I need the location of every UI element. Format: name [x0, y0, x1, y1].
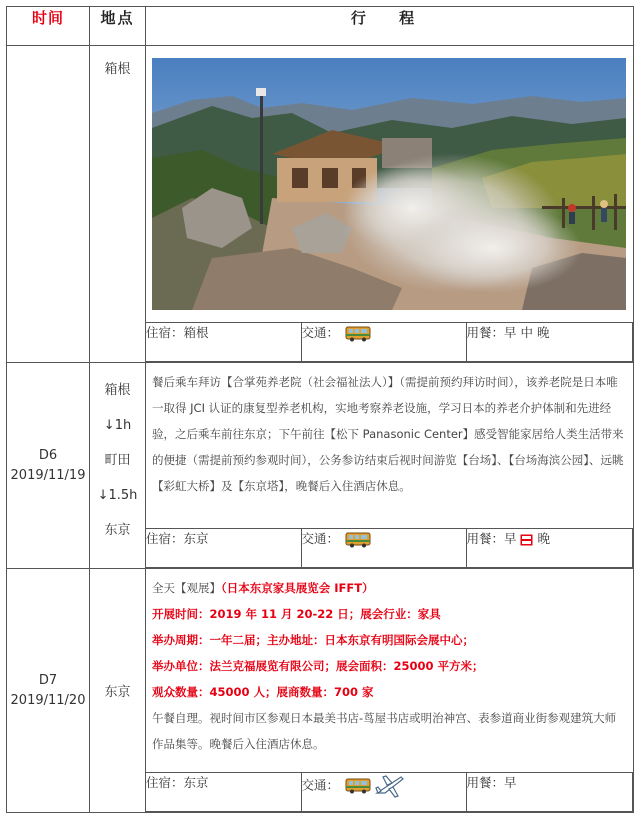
- route-duration: ↓1.5h: [97, 488, 138, 503]
- time-cell-d6: [7, 363, 90, 569]
- stay-label: 住宿：箱根: [146, 323, 301, 362]
- bus-icon: [345, 778, 371, 794]
- stay-label: 住宿：东京: [146, 529, 301, 568]
- place-label: 东京: [104, 685, 131, 700]
- meals-label: 用餐：早: [466, 773, 633, 812]
- day-label: D6: [38, 447, 58, 463]
- table-row-d7: [7, 569, 634, 813]
- itinerary-description: [146, 569, 633, 772]
- hot-spring-photo: [152, 58, 626, 310]
- date-label: 2019/11/20: [10, 692, 86, 708]
- meals-cell: [466, 529, 633, 568]
- header-time: 时间: [7, 7, 90, 46]
- day-label: D7: [38, 672, 58, 688]
- table-row-hakone: [7, 46, 634, 363]
- itinerary-cell-d7: [146, 569, 634, 813]
- header-place: 地点: [90, 7, 146, 46]
- expo-name: （日本东京家具展览会 IFFT）: [221, 581, 374, 595]
- bus-icon: [345, 326, 371, 342]
- expo-dates: 开展时间：2019 年 11 月 20-22 日；展会行业：家具: [152, 607, 441, 621]
- route-stop: 町田: [104, 453, 131, 468]
- meals-suffix: 晚: [537, 531, 550, 546]
- route-stop: 东京: [104, 523, 131, 538]
- itinerary-cell-d6: [146, 363, 634, 569]
- itinerary-table: [6, 6, 634, 813]
- place-label: 箱根: [104, 62, 131, 77]
- route-duration: ↓1h: [103, 418, 132, 433]
- meals-label: 用餐：早: [466, 531, 521, 546]
- transport-label: 交通：: [301, 325, 340, 340]
- expo-organizer: 举办单位：法兰克福展览有限公司；展会面积：25000 平方米；: [152, 659, 484, 673]
- table-header: [7, 7, 634, 46]
- transport-cell: [301, 529, 466, 568]
- stay-label: 住宿：东京: [146, 773, 301, 812]
- place-cell-d6: [90, 363, 146, 569]
- transport-cell: [301, 773, 466, 812]
- meals-label: 用餐：早 中 晚: [466, 323, 633, 362]
- transport-cell: [301, 323, 466, 362]
- photo-frame: [146, 46, 633, 322]
- hakone-info-row: [146, 322, 633, 362]
- route-list: [90, 363, 145, 548]
- description-text: 餐后乘车拜访【合掌苑养老院（社会福祉法人）】（需提前预约拜访时间），该养老院是日本唯一取得 JCI 认证的康复型养老机构，实地考察养老设施，学习日本的养老介护体制和先进经验，之后乘车前往东京；下午前往【松下 Panasonic Center】感受智能家居给人类生活带来的便捷（需提前预约参观时间），公务参访结束后视时间游览【台场】、【台场海滨公园】、远眺【彩虹大桥】及【东京塔】，晚餐后入住酒店休息。: [152, 375, 624, 493]
- transport-label: 交通：: [301, 531, 340, 546]
- expo-prefix: 全天【观展】: [152, 581, 221, 595]
- date-label: 2019/11/19: [10, 467, 86, 483]
- expo-cycle: 举办周期：一年二届；主办地址：日本东京有明国际会展中心；: [152, 633, 474, 647]
- d6-info-row: [146, 528, 633, 568]
- itinerary-cell: [146, 46, 634, 363]
- transport-label: 交通：: [301, 777, 340, 793]
- bus-icon: [345, 532, 371, 548]
- route-stop: 箱根: [104, 383, 131, 398]
- airplane-icon: [375, 773, 405, 799]
- place-cell: [90, 46, 146, 363]
- place-cell-d7: [90, 569, 146, 813]
- expo-line: [152, 575, 627, 601]
- table-row-d6: [7, 363, 634, 569]
- bento-box-icon: [520, 534, 533, 546]
- header-itinerary: 行 程: [146, 7, 634, 46]
- itinerary-description: [146, 363, 633, 528]
- description-text: 午餐自理。视时间市区参观日本最美书店-茑屋书店或明治神宫、表参道商业街参观建筑大师作品集等。晚餐后入住酒店休息。: [152, 711, 617, 751]
- time-cell-empty: [7, 46, 90, 363]
- d7-info-row: [146, 772, 633, 812]
- time-cell-d7: [7, 569, 90, 813]
- expo-stats: 观众数量：45000 人；展商数量：700 家: [152, 685, 374, 699]
